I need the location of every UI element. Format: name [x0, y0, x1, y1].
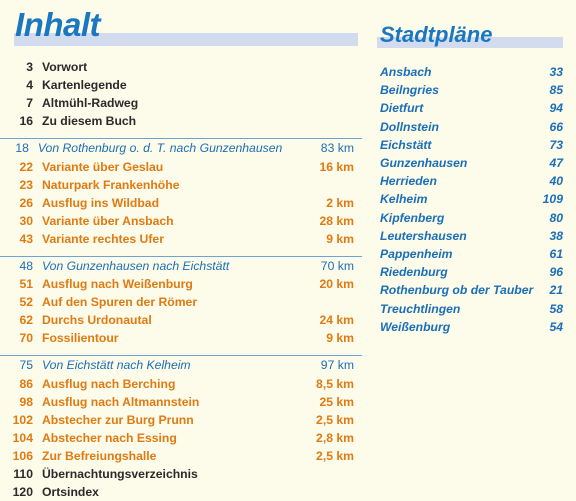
- distance: 70 km: [320, 258, 354, 273]
- entry-title: Auf den Spuren der Römer: [42, 295, 198, 310]
- city-name: Pappenheim: [380, 246, 453, 261]
- distance: 2 km: [326, 195, 354, 210]
- page-number: 70: [19, 331, 33, 346]
- toc-row[interactable]: [0, 58, 362, 76]
- entry-title: Zu diesem Buch: [42, 114, 137, 129]
- toc-row[interactable]: [0, 157, 362, 175]
- entry-title: Von Eichstätt nach Kelheim: [42, 358, 191, 373]
- route-row[interactable]: [0, 138, 362, 157]
- distance: 9 km: [326, 231, 354, 246]
- entry-title: Variante rechtes Ufer: [42, 231, 164, 246]
- city-map-item[interactable]: [380, 281, 563, 299]
- page-number: 58: [549, 301, 563, 316]
- city-map-item[interactable]: [380, 318, 563, 336]
- page-number: 110: [13, 467, 33, 482]
- city-maps-list: [380, 63, 563, 336]
- distance: 2,8 km: [316, 430, 354, 445]
- page-number: 61: [549, 246, 563, 261]
- city-map-item[interactable]: [380, 245, 563, 263]
- toc-row[interactable]: [0, 275, 362, 293]
- page-number: 96: [549, 265, 563, 280]
- page-number: 106: [12, 448, 33, 463]
- page-number: 38: [549, 228, 563, 243]
- page-number: 86: [19, 376, 33, 391]
- city-maps-heading: Stadtpläne: [380, 22, 493, 47]
- city-map-item[interactable]: [380, 154, 563, 172]
- distance: 24 km: [319, 313, 354, 328]
- page-number: 40: [549, 174, 563, 189]
- toc-row[interactable]: [0, 76, 362, 94]
- page-number: 98: [19, 394, 33, 409]
- page-number: 80: [549, 210, 563, 225]
- toc-row[interactable]: [0, 375, 362, 393]
- city-maps-column: [377, 0, 567, 475]
- entry-title: Naturpark Frankenhöhe: [42, 177, 180, 192]
- city-map-item[interactable]: [380, 190, 563, 208]
- city-name: Herrieden: [380, 174, 437, 189]
- page-number: 109: [542, 192, 563, 207]
- city-map-item[interactable]: [380, 299, 563, 317]
- city-name: Leutershausen: [380, 228, 467, 243]
- entry-title: Ausflug ins Wildbad: [42, 195, 160, 210]
- city-map-item[interactable]: [380, 99, 563, 117]
- entry-title: Variante über Geslau: [42, 159, 164, 174]
- page-number: 33: [549, 65, 563, 80]
- toc-row[interactable]: [0, 329, 362, 347]
- page-number: 85: [549, 83, 563, 98]
- city-name: Dietfurt: [380, 101, 424, 116]
- distance: 8,5 km: [316, 376, 354, 391]
- page-number: 22: [19, 159, 33, 174]
- distance: 9 km: [326, 331, 354, 346]
- page-number: 62: [19, 313, 33, 328]
- toc-row[interactable]: [0, 311, 362, 329]
- toc-row[interactable]: [0, 212, 362, 230]
- entry-title: Abstecher nach Essing: [42, 430, 177, 445]
- page-number: 54: [549, 319, 563, 334]
- entry-title: Übernachtungsverzeichnis: [42, 467, 198, 482]
- page-number: 120: [12, 485, 33, 500]
- city-name: Riedenburg: [380, 265, 448, 280]
- page-number: 73: [549, 137, 563, 152]
- city-name: Dollnstein: [380, 119, 439, 134]
- distance: 97 km: [320, 358, 354, 373]
- page-number: 18: [15, 141, 29, 156]
- toc-row[interactable]: [0, 429, 362, 447]
- entry-title: Von Gunzenhausen nach Eichstätt: [42, 258, 230, 273]
- entry-title: Ortsindex: [42, 485, 99, 500]
- entry-title: Vorwort: [42, 60, 88, 75]
- contents-heading-area: [0, 0, 362, 54]
- city-map-item[interactable]: [380, 209, 563, 227]
- toc-row[interactable]: [0, 176, 362, 194]
- toc-row[interactable]: [0, 483, 362, 501]
- page-number: 66: [549, 119, 563, 134]
- toc-row[interactable]: [0, 393, 362, 411]
- page-number: 26: [19, 195, 33, 210]
- entry-title: Kartenlegende: [42, 78, 127, 93]
- entry-title: Ausflug nach Altmannstein: [42, 394, 200, 409]
- city-name: Gunzenhausen: [380, 156, 468, 171]
- page-number: 3: [26, 60, 33, 75]
- toc-row[interactable]: [0, 465, 362, 483]
- city-name: Weißenburg: [380, 319, 451, 334]
- contents-heading: Inhalt: [15, 6, 100, 43]
- distance: 2,5 km: [316, 448, 354, 463]
- entry-title: Fossilientour: [42, 331, 119, 346]
- page-number: 16: [19, 114, 33, 129]
- page-number: 94: [549, 101, 563, 116]
- page-number: 21: [549, 283, 563, 298]
- toc-row[interactable]: [0, 411, 362, 429]
- city-name: Rothenburg ob der Tauber: [380, 283, 534, 298]
- city-map-item[interactable]: [380, 118, 563, 136]
- entry-title: Variante über Ansbach: [42, 213, 174, 228]
- page-number: 7: [26, 96, 33, 111]
- page-number: 30: [19, 213, 33, 228]
- city-map-item[interactable]: [380, 63, 563, 81]
- route-row[interactable]: [0, 355, 362, 374]
- page-number: 75: [19, 358, 33, 373]
- toc-row[interactable]: [0, 230, 362, 248]
- toc-row[interactable]: [0, 447, 362, 465]
- toc-row[interactable]: [0, 112, 362, 130]
- distance: 16 km: [319, 159, 354, 174]
- city-map-item[interactable]: [380, 263, 563, 281]
- page-number: 52: [19, 295, 33, 310]
- city-map-item[interactable]: [380, 227, 563, 245]
- city-name: Kelheim: [380, 192, 428, 207]
- distance: 25 km: [319, 394, 354, 409]
- city-name: Treuchtlingen: [380, 301, 461, 316]
- page-number: 4: [26, 78, 33, 93]
- city-name: Eichstätt: [380, 137, 432, 152]
- city-name: Beilngries: [380, 83, 439, 98]
- entry-title: Durchs Urdonautal: [42, 313, 152, 328]
- toc-row[interactable]: [0, 194, 362, 212]
- entry-title: Zur Befreiungshalle: [42, 448, 157, 463]
- toc-row[interactable]: [0, 94, 362, 112]
- entry-title: Abstecher zur Burg Prunn: [42, 412, 194, 427]
- route-row[interactable]: [0, 256, 362, 275]
- distance: 2,5 km: [316, 412, 354, 427]
- city-name: Kipfenberg: [380, 210, 445, 225]
- entry-title: Von Rothenburg o. d. T. nach Gunzenhausen: [37, 141, 283, 156]
- city-map-item[interactable]: [380, 81, 563, 99]
- city-name: Ansbach: [380, 65, 432, 80]
- city-map-item[interactable]: [380, 172, 563, 190]
- distance: 83 km: [320, 141, 354, 156]
- entry-title: Altmühl-Radweg: [42, 96, 139, 111]
- page-number: 104: [12, 430, 33, 445]
- entry-title: Ausflug nach Weißenburg: [42, 277, 193, 292]
- distance: 20 km: [319, 277, 354, 292]
- page-number: 102: [12, 412, 33, 427]
- page-number: 43: [19, 231, 33, 246]
- page-number: 23: [19, 177, 33, 192]
- table-of-contents: [0, 58, 362, 501]
- page-number: 48: [19, 258, 33, 273]
- entry-title: Ausflug nach Berching: [42, 376, 176, 391]
- toc-row[interactable]: [0, 293, 362, 311]
- distance: 28 km: [319, 213, 354, 228]
- city-map-item[interactable]: [380, 136, 563, 154]
- page-number: 51: [19, 277, 33, 292]
- page-number: 47: [549, 156, 563, 171]
